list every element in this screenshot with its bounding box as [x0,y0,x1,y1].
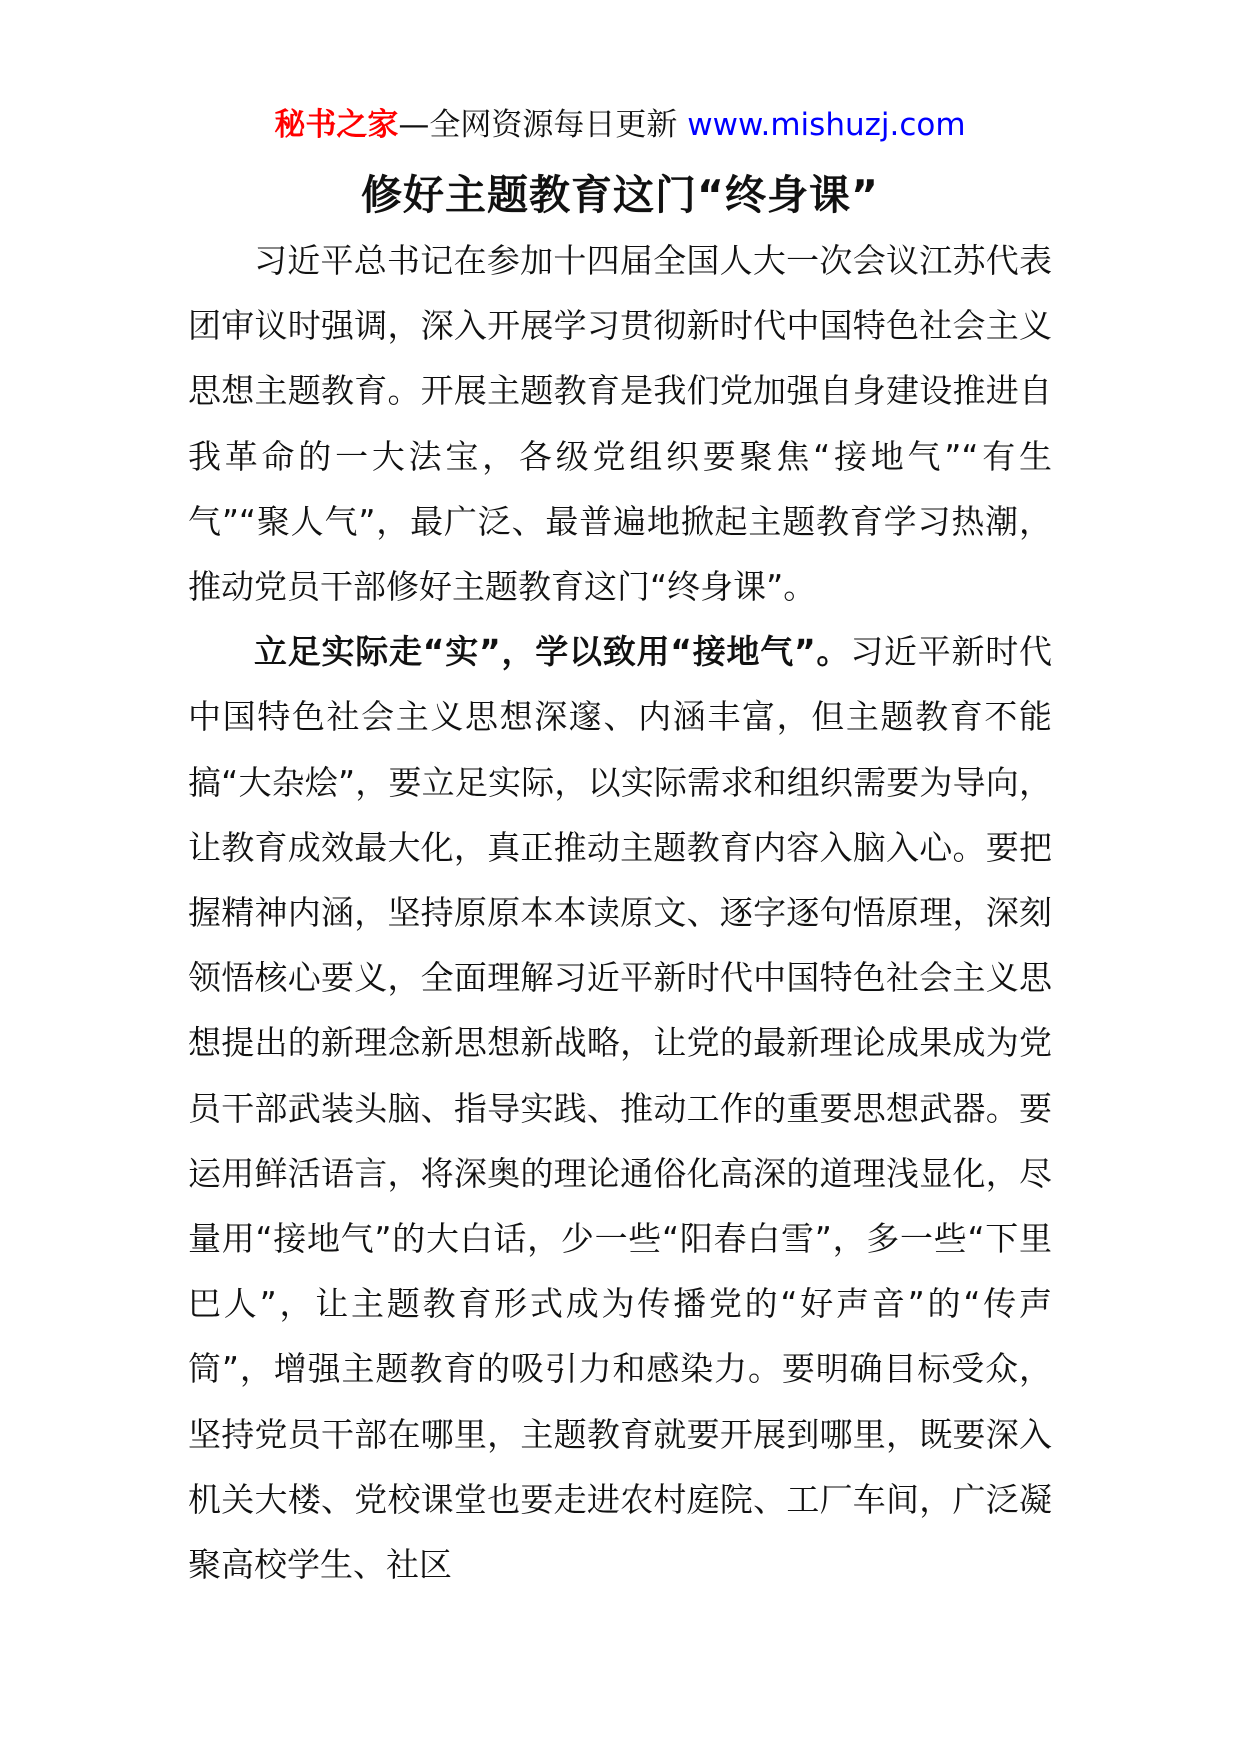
paragraph-intro [188,228,1052,619]
section-1-heading: 立足实际走“实”，学以致用“接地气”。 [254,632,851,672]
paragraph-section-1 [188,619,1052,1597]
site-header [0,100,1240,150]
article-body [188,228,1052,1597]
site-url-link[interactable]: www.mishuzj.com [687,107,966,143]
brand-name: 秘书之家 [274,107,399,143]
paragraph-intro-text: 习近平总书记在参加十四届全国人大一次会议江苏代表团审议时强调，深入开展学习贯彻新时代中国特色社会主义思想主题教育。开展主题教育是我们党加强自身建设推进自我革命的一大法宝，各级党组织要聚焦“接地气”“有生气”“聚人气”，最广泛、最普遍地掀起主题教育学习热潮，推动党员干部修好主题教育这门“终身课”。 [188,241,1052,607]
section-1-text: 习近平新时代中国特色社会主义思想深邃、内涵丰富，但主题教育不能搞“大杂烩”，要立足实际，以实际需求和组织需要为导向，让教育成效最大化，真正推动主题教育内容入脑入心。要把握精神内涵，坚持原原本本读原文、逐字逐句悟原理，深刻领悟核心要义，全面理解习近平新时代中国特色社会主义思想提出的新理念新思想新战略，让党的最新理论成果成为党员干部武装头脑、指导实践、推动工作的重要思想武器。要运用鲜活语言，将深奥的理论通俗化高深的道理浅显化，尽量用“接地气”的大白话，少一些“阳春白雪”，多一些“下里巴人”，让主题教育形式成为传播党的“好声音”的“传声筒”，增强主题教育的吸引力和感染力。要明确目标受众，坚持党员干部在哪里，主题教育就要开展到哪里，既要深入机关大楼、党校课堂也要走进农村庭院、工厂车间，广泛凝聚高校学生、社区 [188,632,1053,1585]
article-title: 修好主题教育这门“终身课” [361,171,879,219]
header-slogan: —全网资源每日更新 [398,107,688,143]
